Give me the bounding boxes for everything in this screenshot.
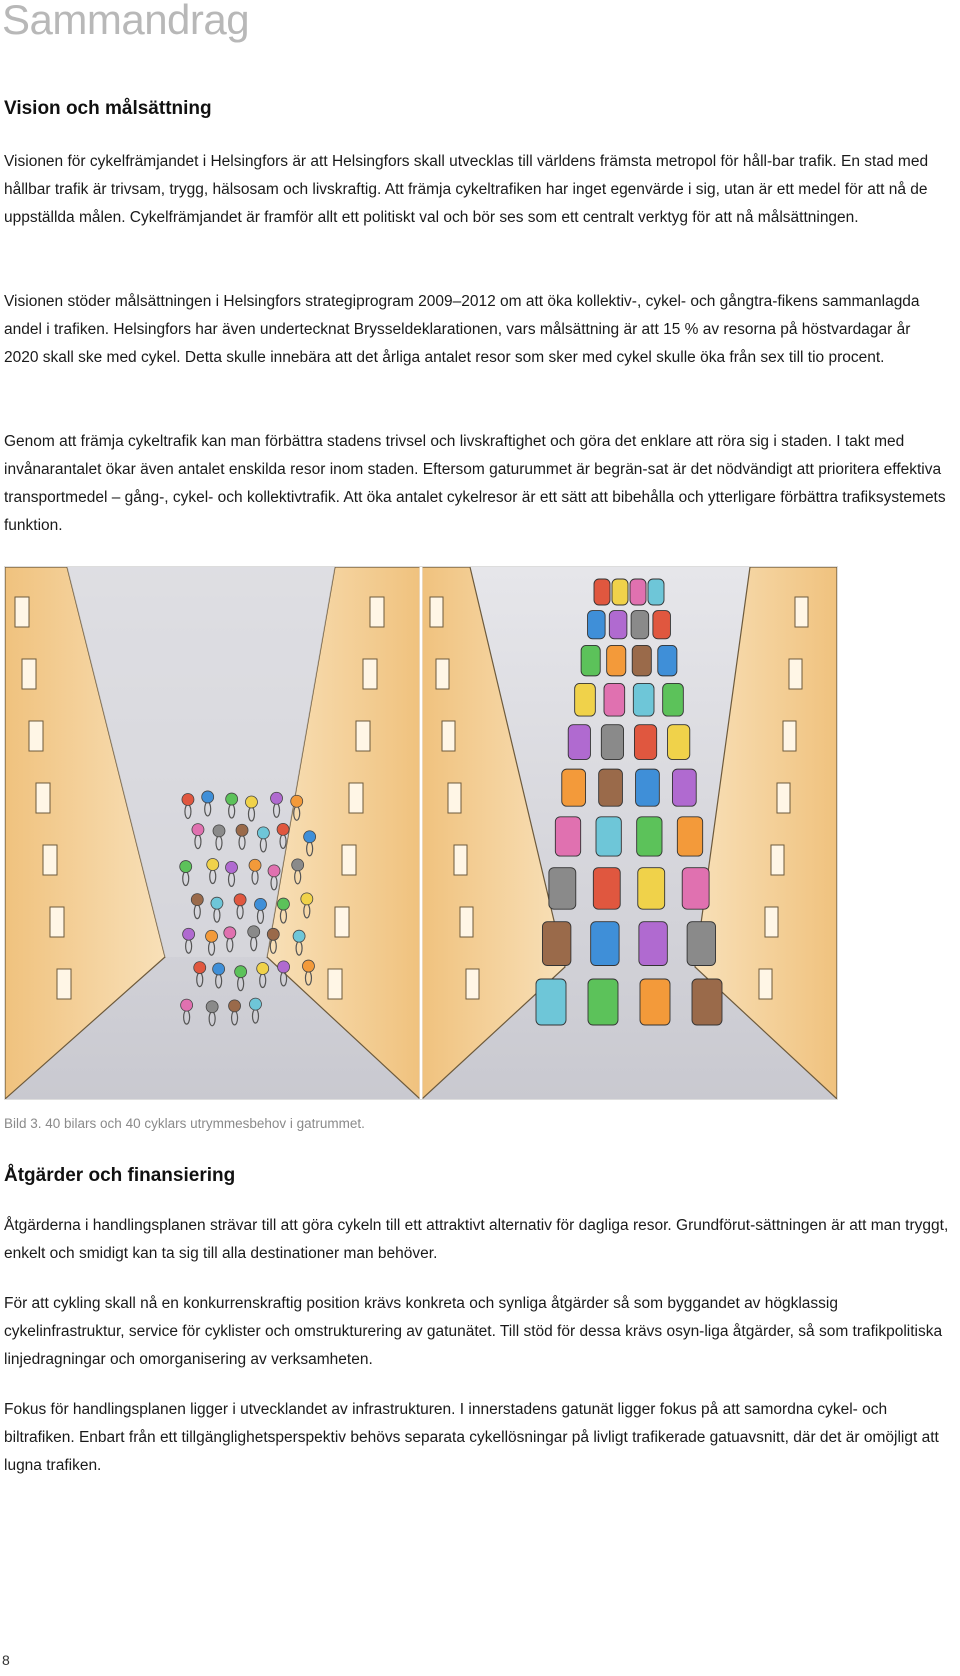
paragraph-vision-3: Genom att främja cykeltrafik kan man förbättra stadens trivsel och livskraftighet och göra det enklare att röra sig i staden. I takt med invånarantalet ökar även antalet enskilda resor inom staden. Eftersom gaturummet är begrän-sat är det nödvändigt att prioritera effektiva transportmedel – gång-, cykel- och kollektivtrafik. Att öka antalet cykelresor är ett sätt att bibehålla och ytterligare förbättra trafiksystemets funktion. [4,433,946,534]
car-icon [549,868,576,910]
car-icon [633,683,654,716]
street-illustration [4,566,838,1100]
window-icon [777,783,790,813]
paragraph-atgarder-3: Fokus för handlingsplanen ligger i utvecklandet av infrastrukturen. I innerstadens gatunät ligger fokus på att samordna cykel- och biltrafiken. Enbart från ett tillgänglighetsperspektiv behövs separata cykellösningar på livligt trafikerade gatuavsnitt, där det är omöjligt att lugna trafiken. [4,1401,939,1474]
window-icon [795,597,808,627]
car-icon [581,645,600,675]
window-icon [789,659,802,689]
window-icon [356,721,370,751]
car-icon [682,868,709,910]
car-icon [601,725,623,760]
window-icon [460,907,473,937]
window-icon [328,969,342,999]
car-icon [632,645,651,675]
car-icon [562,769,586,806]
window-icon [43,845,57,875]
car-icon [594,579,610,605]
car-icon [630,579,646,605]
car-icon [653,611,671,639]
cars-panel [422,567,837,1099]
car-icon [692,979,722,1025]
window-icon [36,783,50,813]
car-icon [638,868,665,910]
window-icon [436,659,449,689]
car-icon [634,725,656,760]
car-icon [640,979,670,1025]
window-icon [370,597,384,627]
car-icon [596,817,621,856]
car-icon [536,979,566,1025]
window-icon [783,721,796,751]
window-icon [771,845,784,875]
car-icon [588,979,618,1025]
paragraph-atgarder-2: För att cykling skall nå en konkurrenskraftig position krävs konkreta och synliga åtgärder så som byggandet av högklassig cykelinfrastruktur, service för cyklister och omstrukturering av gatunätet. Till stöd för dessa krävs osyn-liga åtgärder, så som trafikpolitiska linjedragningar och omorganisering av verksamheten. [4,1295,943,1368]
window-icon [466,969,479,999]
window-icon [29,721,43,751]
car-icon [612,579,628,605]
paragraph-atgarder-1: Åtgärderna i handlingsplanen strävar till att göra cykeln till ett attraktivt alternativ för dagliga resor. Grundförut-sättningen är att man tryggt, enkelt och smidigt kan ta sig till alla destinationer man behöver. [4,1217,949,1262]
section-heading-vision: Vision och målsättning [4,98,212,119]
car-icon [658,645,677,675]
window-icon [22,659,36,689]
window-icon [342,845,356,875]
car-icon [672,769,696,806]
paragraph-vision-1: Visionen för cykelfrämjandet i Helsingfors är att Helsingfors skall utvecklas till världens främsta metropol för håll-bar trafik. En stad med hållbar trafik är trivsam, trygg, hälsosam och livskraftig. Att främja cykeltrafiken har inget egenvärde i sig, utan är ett medel för att nå de uppställda målen. Cykelfrämjandet är framför allt ett politiskt val och bör ses som ett centralt verktyg för att nå målsättningen. [4,153,929,226]
car-icon [609,611,627,639]
car-icon [555,817,580,856]
window-icon [430,597,443,627]
window-icon [442,721,455,751]
car-icon [668,725,690,760]
car-icon [639,922,667,966]
window-icon [50,907,64,937]
car-icon [631,611,649,639]
page-number: 8 [2,1652,10,1668]
window-icon [349,783,363,813]
window-icon [765,907,778,937]
car-icon [604,683,625,716]
car-icon [599,769,623,806]
car-icon [568,725,590,760]
cyclists-panel [5,567,420,1099]
page-title: Sammandrag [2,0,250,43]
window-icon [454,845,467,875]
figure-caption: Bild 3. 40 bilars och 40 cyklars utrymmesbehov i gatrummet. [4,1116,365,1131]
car-icon [588,611,606,639]
car-icon [593,868,620,910]
car-icon [636,769,660,806]
window-icon [57,969,71,999]
car-icon [637,817,662,856]
car-icon [677,817,702,856]
car-icon [542,922,570,966]
car-icon [648,579,664,605]
section-heading-atgarder: Åtgärder och finansiering [4,1165,236,1186]
street-comparison-drawing [5,567,837,1099]
car-icon [663,683,684,716]
window-icon [448,783,461,813]
window-icon [759,969,772,999]
window-icon [363,659,377,689]
car-icon [575,683,596,716]
window-icon [335,907,349,937]
car-icon [687,922,715,966]
car-icon [607,645,626,675]
paragraph-vision-2: Visionen stöder målsättningen i Helsingfors strategiprogram 2009–2012 om att öka kollektiv-, cykel- och gångtra-fikens sammanlagda andel i trafiken. Helsingfors har även undertecknat Brysseldeklarationen, vars målsättning är att 15 % av resorna på höstvardagar år 2020 skall ske med cykel. Detta skulle innebära att det årliga antalet resor som sker med cykel skulle öka från sex till tio procent. [4,293,920,366]
window-icon [15,597,29,627]
car-icon [591,922,619,966]
